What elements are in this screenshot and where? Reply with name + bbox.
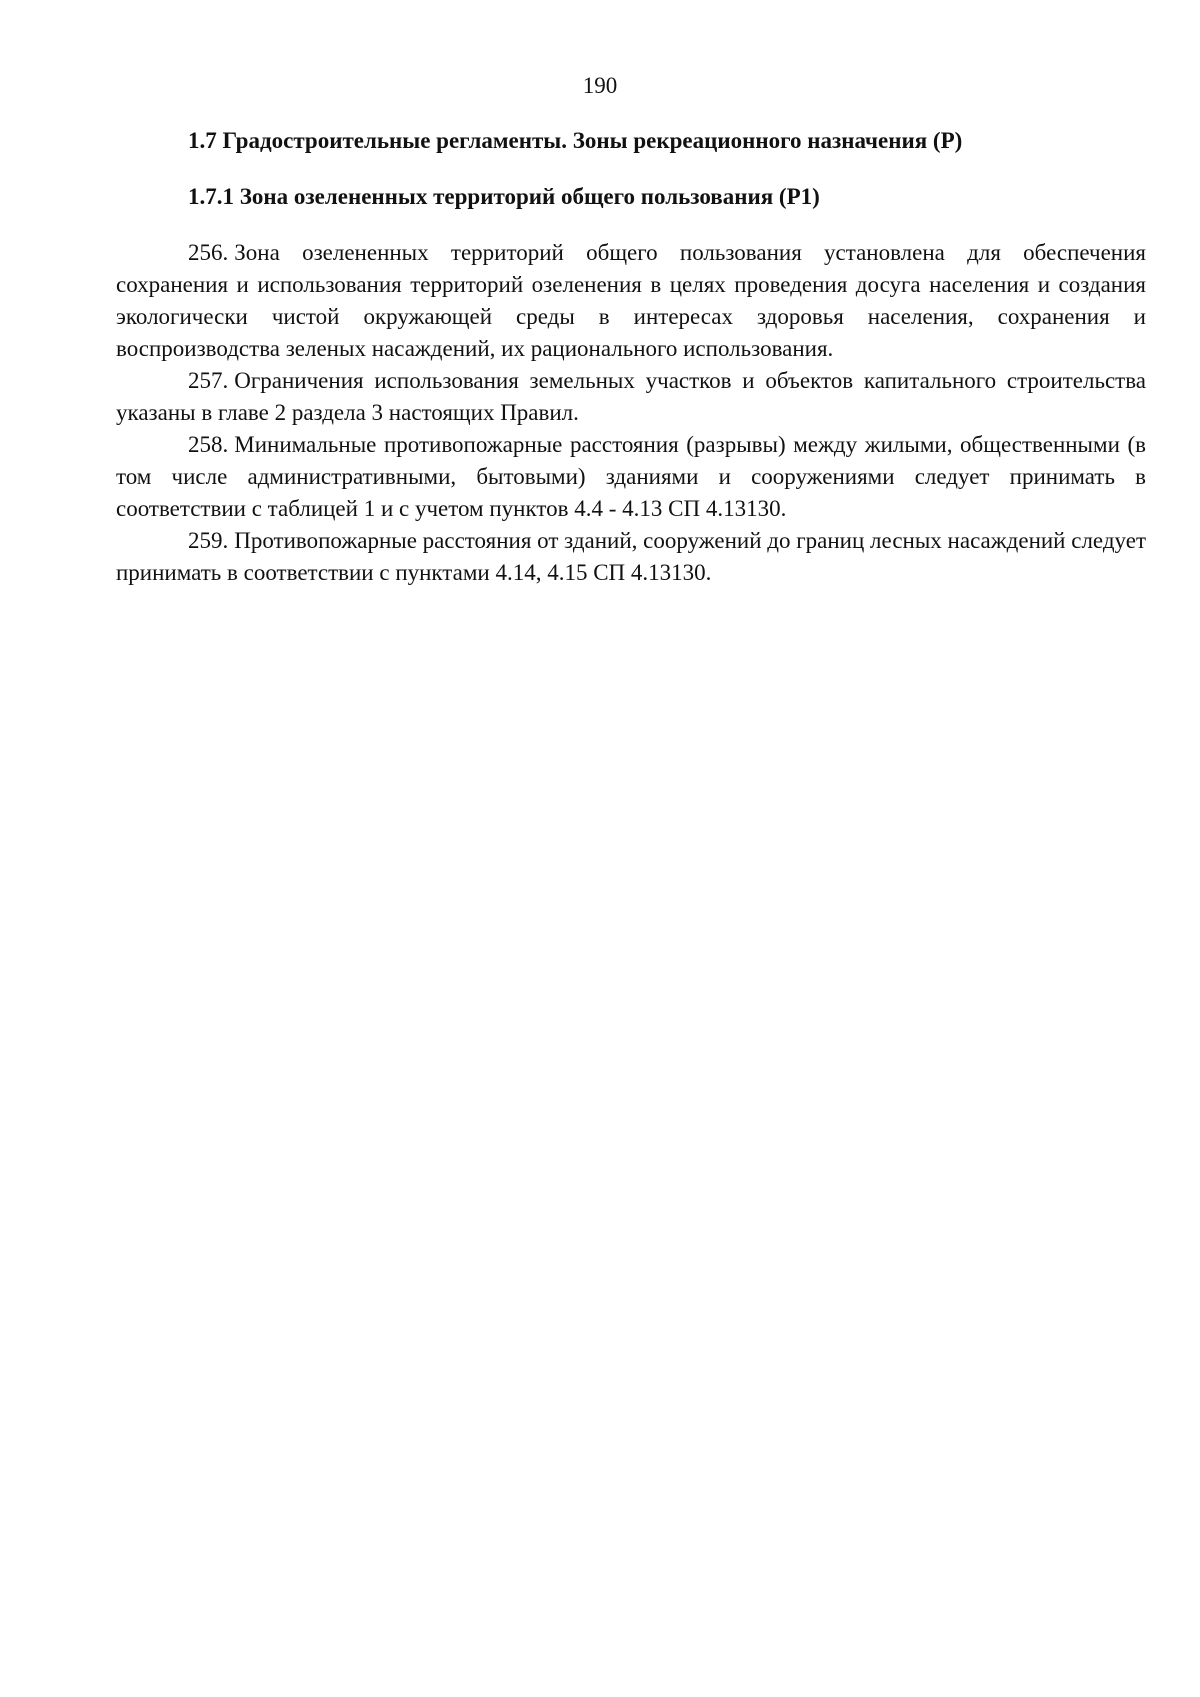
paragraph-list bbox=[116, 237, 1146, 589]
paragraph-text: Ограничения использования земельных участков и объектов капитального строительства указаны в главе 2 раздела 3 настоящих Правил. bbox=[116, 368, 1146, 425]
paragraph-text: Противопожарные расстояния от зданий, сооружений до границ лесных насаждений следует принимать в соответствии с пунктами 4.14, 4.15 СП 4.13130. bbox=[116, 528, 1146, 585]
document-body bbox=[116, 126, 1146, 589]
paragraph-259 bbox=[116, 525, 1146, 589]
subsection-title: 1.7.1 Зона озелененных территорий общего пользования (Р1) bbox=[188, 184, 820, 209]
page-number: 190 bbox=[582, 73, 618, 98]
paragraph-256 bbox=[116, 237, 1146, 365]
section-title: 1.7 Градостроительные регламенты. Зоны рекреационного назначения (Р) bbox=[188, 128, 963, 153]
paragraph-text: Зона озелененных территорий общего пользования установлена для обеспечения сохранения и использования территорий озеленения в целях проведения досуга населения и создания экологически чистой окружающей среды в интересах здоровья населения, сохранения и воспроизводства зеленых насаждений, их рационального использования. bbox=[116, 240, 1146, 361]
paragraph-number: 259. bbox=[188, 528, 229, 553]
paragraph-257 bbox=[116, 365, 1146, 429]
paragraph-text: Минимальные противопожарные расстояния (разрывы) между жилыми, общественными (в том числе административными, бытовыми) зданиями и сооружениями следует принимать в соответствии с таблицей 1 и с учетом пунктов 4.4 - 4.13 СП 4.13130. bbox=[116, 432, 1146, 521]
paragraph-number: 258. bbox=[188, 432, 229, 457]
paragraph-number: 256. bbox=[188, 240, 229, 265]
paragraph-258 bbox=[116, 429, 1146, 525]
paragraph-number: 257. bbox=[188, 368, 229, 393]
